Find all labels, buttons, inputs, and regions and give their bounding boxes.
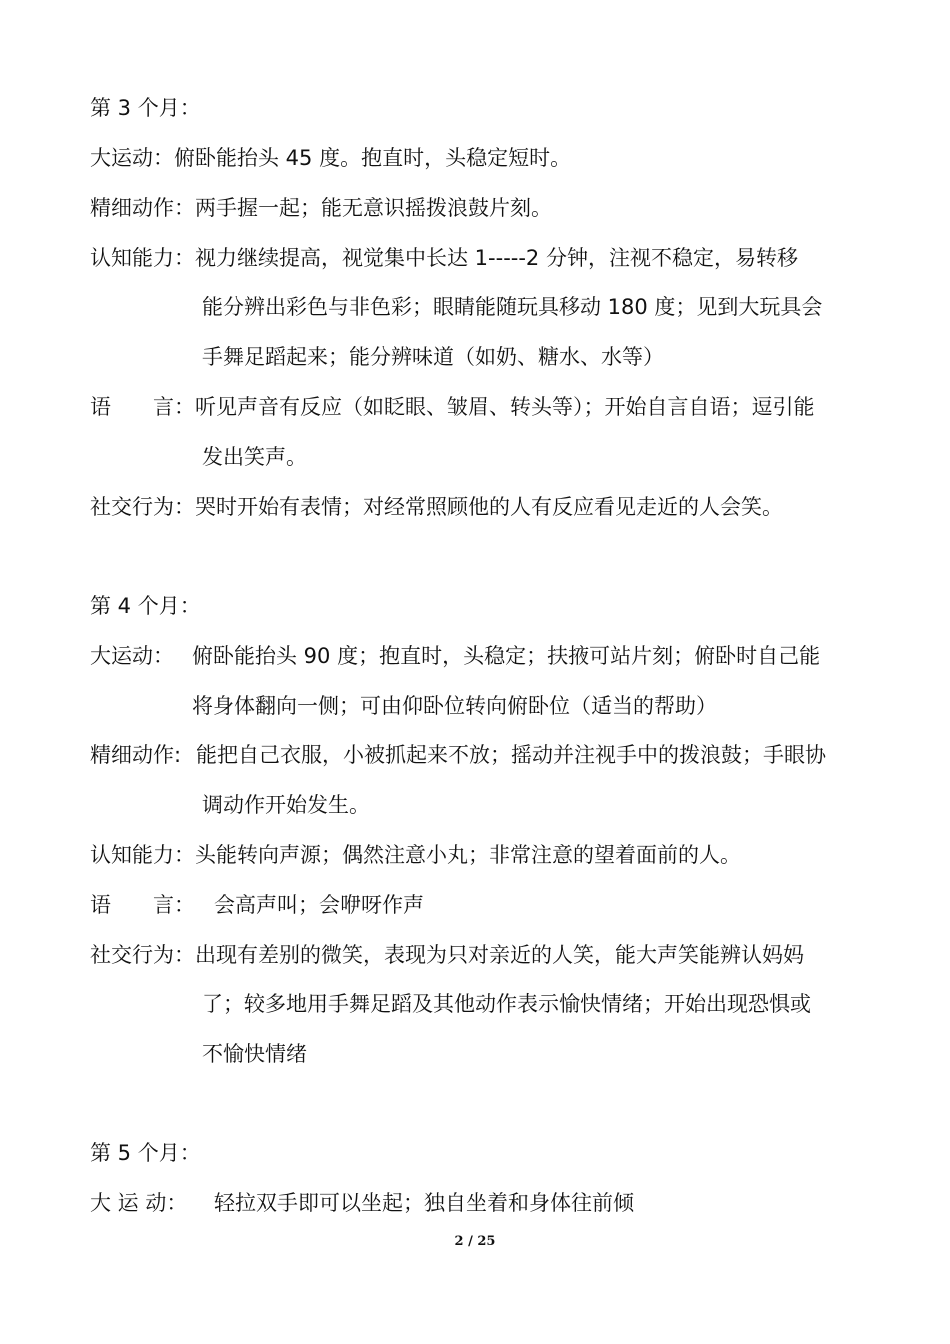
month4-title: 第 4 个月： — [90, 594, 201, 618]
month5-gross-motor-label: 大 运 动： — [90, 1191, 188, 1215]
month4-cognition-text: 头能转向声源；偶然注意小丸；非常注意的望着面前的人。 — [195, 843, 741, 867]
month3-gross-motor — [90, 144, 571, 172]
month4-language-text: 会高声叫；会咿呀作声 — [214, 893, 424, 917]
month4-language-label: 语 言： — [90, 893, 195, 917]
month4-gross-motor — [90, 642, 820, 670]
month3-language-label: 语 言： — [90, 395, 195, 419]
month5-gross-motor — [90, 1189, 634, 1217]
month3-cognition-label: 认知能力： — [90, 246, 195, 270]
month4-language — [90, 891, 424, 919]
month3-cognition-line-1: 视力继续提高，视觉集中长达 1-----2 分钟，注视不稳定，易转移 — [195, 246, 798, 270]
month3-cognition — [90, 244, 798, 272]
month4-gross-motor-line-2: 将身体翻向一侧；可由仰卧位转向俯卧位（适当的帮助） — [192, 694, 717, 718]
month4-fine-motor-line-2: 调动作开始发生。 — [202, 793, 370, 817]
month3-language-line-2: 发出笑声。 — [202, 445, 307, 469]
month4-fine-motor-line-1: 能把自己衣服，小被抓起来不放；摇动并注视手中的拨浪鼓；手眼协 — [196, 743, 826, 767]
month4-social-line-1: 出现有差别的微笑，表现为只对亲近的人笑，能大声笑能辨认妈妈 — [195, 943, 804, 967]
month4-social-line-2: 了；较多地用手舞足蹈及其他动作表示愉快情绪；开始出现恐惧或 — [202, 992, 811, 1016]
month4-social — [90, 941, 804, 969]
month4-social-line-3: 不愉快情绪 — [202, 1042, 307, 1066]
month3-cognition-line-2: 能分辨出彩色与非色彩；眼睛能随玩具移动 180 度；见到大玩具会 — [202, 295, 823, 319]
month4-fine-motor-label: 精细动作: — [90, 743, 182, 767]
month3-fine-motor-text: 两手握一起；能无意识摇拨浪鼓片刻。 — [195, 196, 552, 220]
month3-title: 第 3 个月： — [90, 96, 201, 120]
month3-gross-motor-label: 大运动： — [90, 146, 174, 170]
month4-gross-motor-label: 大运动： — [90, 644, 174, 668]
month3-social — [90, 493, 783, 521]
month4-cognition-label: 认知能力： — [90, 843, 195, 867]
month3-social-label: 社交行为： — [90, 495, 195, 519]
month5-gross-motor-text: 轻拉双手即可以坐起；独自坐着和身体往前倾 — [214, 1191, 634, 1215]
month3-fine-motor — [90, 194, 552, 222]
month4-gross-motor-line-1: 俯卧能抬头 90 度；抱直时，头稳定；扶掖可站片刻；俯卧时自己能 — [192, 644, 821, 668]
month4-cognition — [90, 841, 741, 869]
month4-fine-motor — [90, 741, 826, 769]
month3-social-text: 哭时开始有表情；对经常照顾他的人有反应看见走近的人会笑。 — [195, 495, 783, 519]
month3-language — [90, 393, 815, 421]
month4-social-label: 社交行为： — [90, 943, 195, 967]
month3-fine-motor-label: 精细动作： — [90, 196, 195, 220]
month5-title: 第 5 个月： — [90, 1141, 201, 1165]
page-indicator: 2 / 25 — [454, 1234, 496, 1249]
month3-cognition-line-3: 手舞足蹈起来；能分辨味道（如奶、糖水、水等） — [202, 345, 664, 369]
month3-language-line-1: 听见声音有反应（如眨眼、皱眉、转头等）；开始自言自语；逗引能 — [195, 395, 815, 419]
month3-gross-motor-text: 俯卧能抬头 45 度。抱直时，头稳定短时。 — [174, 146, 572, 170]
